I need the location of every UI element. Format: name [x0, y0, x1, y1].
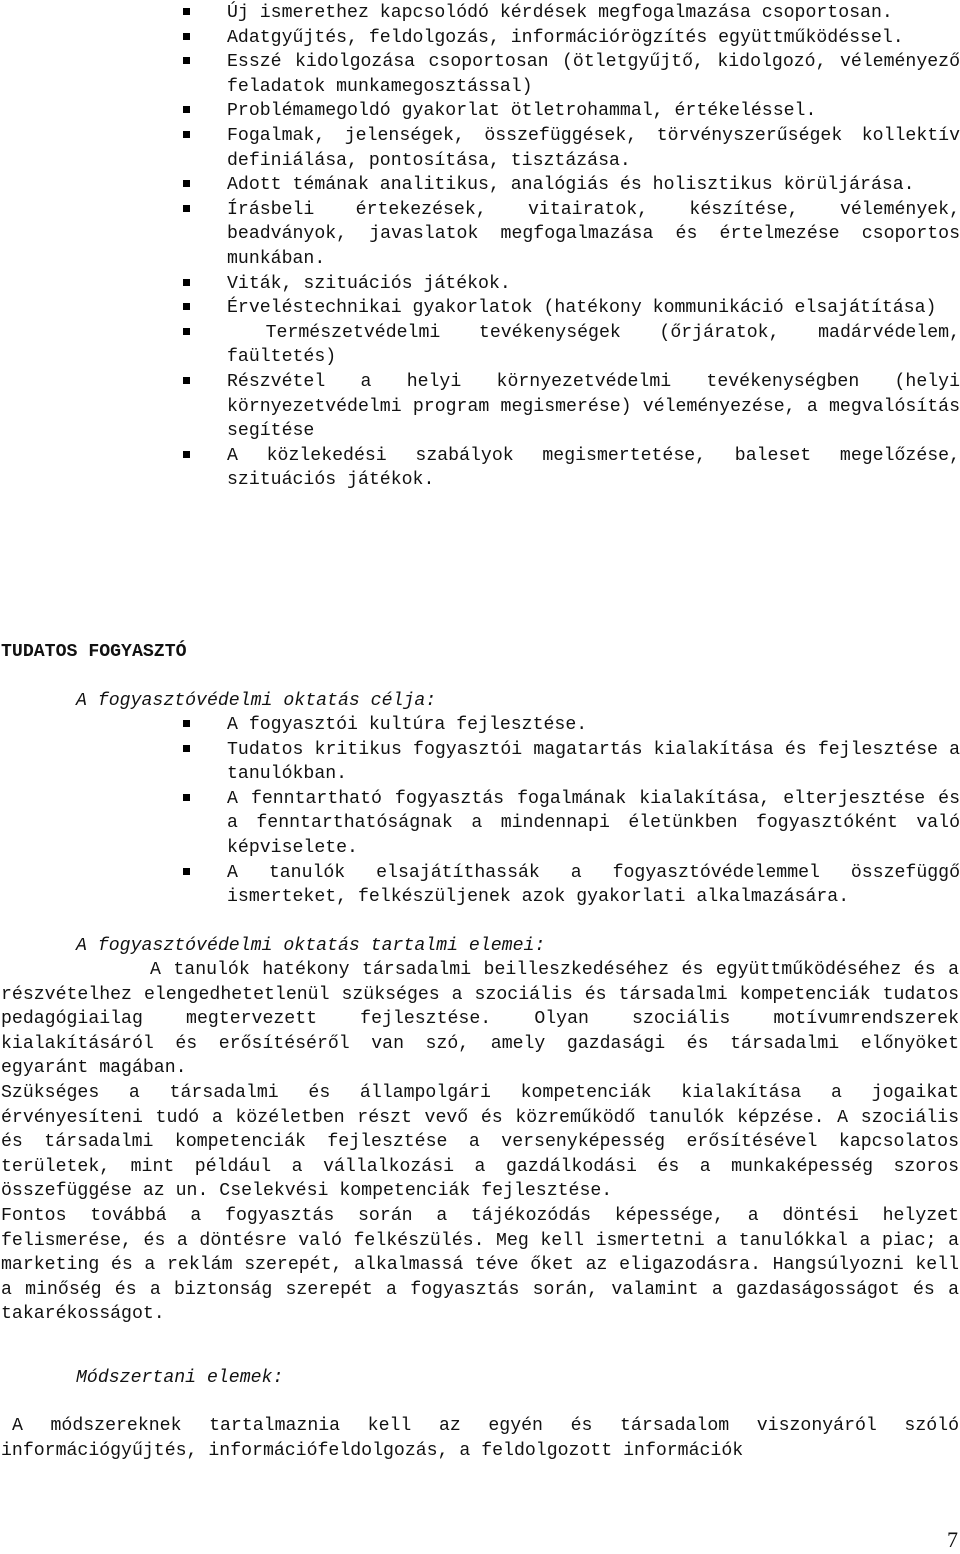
- square-bullet-icon: [183, 57, 190, 64]
- list-item-text: Írásbeli értekezések, vitairatok, készítése, vélemények, beadványok, javaslatok megfogalmazása és értelmezése csoportos munkában.: [227, 199, 960, 269]
- list-item-text: A tanulók elsajátíthassák a fogyasztóvédelemmel összefüggő ismerteket, felkészüljenek azok gyakorlati alkalmazására.: [227, 862, 960, 908]
- square-bullet-icon: [183, 303, 190, 310]
- list-item: [0, 444, 960, 493]
- list-item-text: Adott témának analitikus, analógiás és holisztikus körüljárása.: [227, 175, 915, 196]
- list-item-text: Természetvédelmi tevékenységek (őrjáratok, madárvédelem, faültetés): [227, 322, 960, 368]
- paragraph: A tanulók hatékony társadalmi beilleszkedéséhez és együttműködéséhez és a részvételhez elengedhetetlenül szükséges a szociális és társadalmi kompetenciák tudatos pedagógiailag megtervezett fejlesztése. Olyan szociális motívumrendszerek kialakításáról és erősítéséről van szó, amely gazdasági és társadalmi előnyöket egyaránt magában.: [1, 960, 959, 1079]
- square-bullet-icon: [183, 205, 190, 212]
- list-item-text: A fenntartható fogyasztás fogalmának kialakítása, elterjesztése és a fenntarthatóságnak a mindennapi életünkben fogyasztóként való képviselete.: [227, 788, 960, 858]
- list-item-text: Részvétel a helyi környezetvédelmi tevékenységben (helyi környezetvédelmi program megismerése) véleményezése, a megvalósítás segítése: [227, 371, 960, 442]
- activity-list: [0, 1, 960, 493]
- square-bullet-icon: [183, 8, 190, 15]
- square-bullet-icon: [183, 106, 190, 113]
- list-item-text: Esszé kidolgozása csoportosan (ötletgyűjtő, kidolgozó, véleményező feladatok munkamegosztással): [227, 52, 960, 97]
- list-item-text: Tudatos kritikus fogyasztói magatartás kialakítása és fejlesztése a tanulókban.: [227, 739, 960, 785]
- content-subheading: A fogyasztóvédelmi oktatás tartalmi elemei:: [76, 936, 546, 956]
- list-item: [0, 1, 960, 26]
- list-item-text: Adatgyűjtés, feldolgozás, információrögzítés együttműködéssel.: [227, 27, 904, 48]
- list-item: [0, 787, 960, 861]
- list-item: [0, 50, 960, 99]
- list-item: [0, 124, 960, 173]
- goals-list: [0, 713, 960, 910]
- square-bullet-icon: [183, 279, 190, 286]
- square-bullet-icon: [183, 180, 190, 187]
- square-bullet-icon: [183, 33, 190, 40]
- list-item: [0, 861, 960, 910]
- list-item: [0, 99, 960, 124]
- square-bullet-icon: [183, 745, 190, 752]
- square-bullet-icon: [183, 377, 190, 384]
- list-item: [0, 198, 960, 272]
- list-item: [0, 296, 960, 321]
- list-item: [0, 738, 960, 787]
- list-item: [0, 173, 960, 198]
- methods-paragraph: A módszereknek tartalmaznia kell az egyén és társadalom viszonyáról szóló információgyűjtés, információfeldolgozás, a feldolgozott információk: [1, 1416, 959, 1461]
- methods-subheading: Módszertani elemek:: [76, 1368, 284, 1388]
- section-heading: TUDATOS FOGYASZTÓ: [1, 642, 187, 662]
- square-bullet-icon: [183, 131, 190, 138]
- content-paragraphs: [1, 958, 959, 1327]
- list-item-text: Fogalmak, jelenségek, összefüggések, törvényszerűségek kollektív definiálása, pontosítása, tisztázása.: [227, 125, 960, 171]
- square-bullet-icon: [183, 451, 190, 458]
- list-item-text: Problémamegoldó gyakorlat ötletrohammal, értékeléssel.: [227, 101, 817, 122]
- list-item: [0, 272, 960, 297]
- list-item-text: Új ismerethez kapcsolódó kérdések megfogalmazása csoportosan.: [227, 3, 893, 23]
- list-item: [0, 321, 960, 370]
- square-bullet-icon: [183, 868, 190, 875]
- paragraph: Fontos továbbá a fogyasztás során a tájékozódás képessége, a döntési helyzet felismerése, és a döntésre való felkészülés. Meg kell ismertetni a tanulókkal a piac; a marketing és a reklám szerepét, alkalmassá téve őket az eligazodásra. Hangsúlyozni kell a minőség és a biztonság szerepét a fogyasztás során, valamint a gazdaságosságot és a takarékosságot.: [1, 1205, 959, 1325]
- list-item-text: A fogyasztói kultúra fejlesztése.: [227, 715, 588, 735]
- list-item-text: Érveléstechnikai gyakorlatok (hatékony kommunikáció elsajátítása): [227, 298, 937, 319]
- list-item: [0, 26, 960, 51]
- list-item: [0, 713, 960, 738]
- paragraph: Szükséges a társadalmi és állampolgári kompetenciák kialakítása a jogaikat érvényesíteni tudó a közéletben részt vevő és közreműködő tanulók képzése. A szociális és társadalmi kompetenciák fejlesztése a versenyképesség erősítésével kapcsolatos területek, mint például a vállalkozási a gazdálkodási és a munkaképesség szoros összefüggése az un. Cselekvési kompetenciák fejlesztése.: [1, 1082, 959, 1202]
- list-item-text: Viták, szituációs játékok.: [227, 273, 511, 294]
- list-item-text: A közlekedési szabályok megismertetése, baleset megelőzése, szituációs játékok.: [227, 445, 960, 491]
- square-bullet-icon: [183, 794, 190, 801]
- square-bullet-icon: [183, 328, 190, 335]
- list-item: [0, 370, 960, 444]
- goals-subheading: A fogyasztóvédelmi oktatás célja:: [76, 691, 437, 711]
- square-bullet-icon: [183, 720, 190, 727]
- page-number: 7: [947, 1527, 958, 1552]
